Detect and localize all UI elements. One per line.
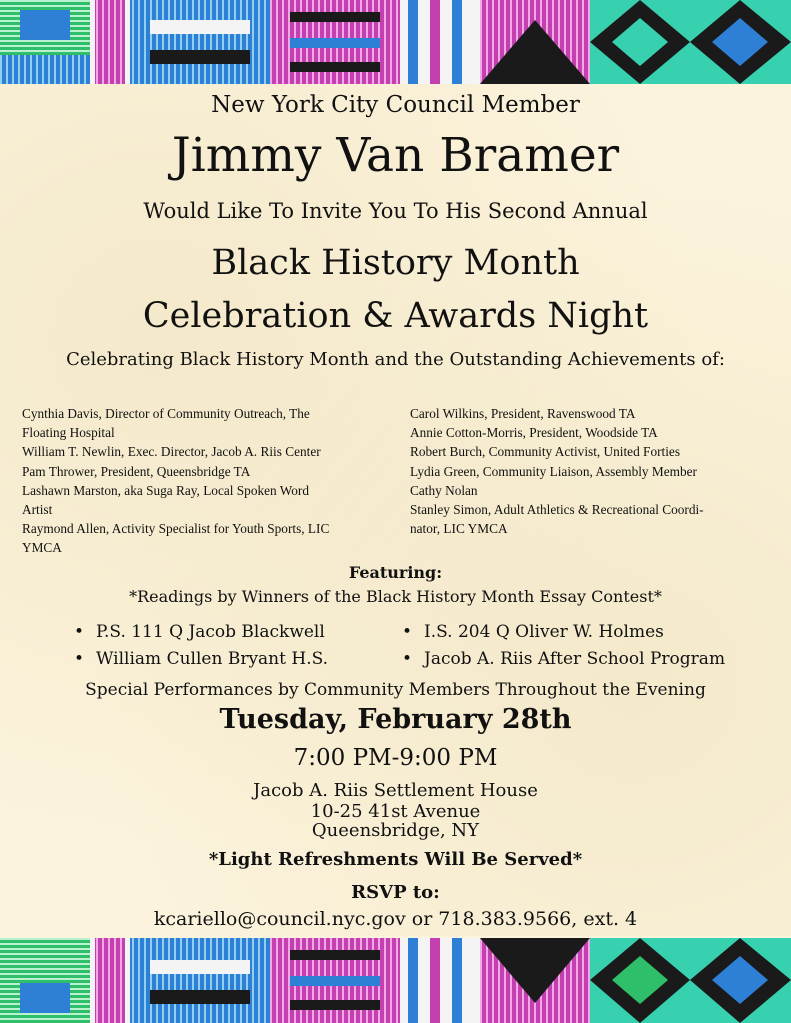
invite-text: Would Like To Invite You To His Second Annual xyxy=(143,199,648,223)
venue-address: 10-25 41st Avenue xyxy=(310,801,481,822)
honoree-line: Stanley Simon, Adult Athletics & Recreational Coordi- xyxy=(410,502,704,518)
honorees-right xyxy=(410,404,785,538)
rsvp-contact[interactable]: kcariello@council.nyc.gov or 718.383.9566, ext. 4 xyxy=(153,908,638,930)
honoree-line: Annie Cotton-Morris, President, Woodside TA xyxy=(410,425,658,441)
honoree-line: William T. Newlin, Exec. Director, Jacob A. Riis Center xyxy=(22,444,321,460)
event-date: Tuesday, February 28th xyxy=(219,704,572,735)
honoree-line: Raymond Allen, Activity Specialist for Youth Sports, LIC xyxy=(22,521,330,537)
honoree-line: Robert Burch, Community Activist, United Forties xyxy=(410,444,680,460)
honoree-line: Lashawn Marston, aka Suga Ray, Local Spoken Word xyxy=(22,482,309,498)
kente-border-bottom xyxy=(0,938,791,1023)
event-subtitle: Celebrating Black History Month and the Outstanding Achievements of: xyxy=(66,349,725,370)
honoree-line: YMCA xyxy=(22,540,62,556)
honoree-line: Carol Wilkins, President, Ravenswood TA xyxy=(410,406,636,421)
featuring-heading: Featuring: xyxy=(348,563,443,582)
honoree-line: Cynthia Davis, Director of Community Outreach, The xyxy=(22,406,310,421)
featuring-readings: *Readings by Winners of the Black History Month Essay Contest* xyxy=(129,587,662,606)
school-item: • Jacob A. Riis After School Program xyxy=(424,649,725,669)
honoree-line: Lydia Green, Community Liaison, Assembly Member xyxy=(410,463,697,479)
honoree-line: Pam Thrower, President, Queensbridge TA xyxy=(22,463,251,479)
school-item: • I.S. 204 Q Oliver W. Holmes xyxy=(424,622,664,642)
honorees-left xyxy=(22,404,407,558)
venue-city: Queensbridge, NY xyxy=(311,820,480,841)
honoree-line: Cathy Nolan xyxy=(410,482,478,498)
rsvp-heading: RSVP to: xyxy=(351,882,440,903)
refreshments-note: *Light Refreshments Will Be Served* xyxy=(208,849,583,870)
kente-pattern-top xyxy=(0,0,791,84)
event-title-line1: Black History Month xyxy=(211,243,580,283)
event-time: 7:00 PM-9:00 PM xyxy=(293,745,498,771)
kente-pattern-bottom xyxy=(0,938,791,1023)
honoree-line: Artist xyxy=(22,502,53,518)
kente-border-top xyxy=(0,0,791,84)
intro-text: New York City Council Member xyxy=(211,92,580,118)
honoree-line: Floating Hospital xyxy=(22,425,115,441)
event-title-line2: Celebration & Awards Night xyxy=(142,296,649,336)
venue-name: Jacob A. Riis Settlement House xyxy=(253,780,538,801)
school-item: • P.S. 111 Q Jacob Blackwell xyxy=(96,622,325,642)
school-item: • William Cullen Bryant H.S. xyxy=(96,649,328,669)
host-name: Jimmy Van Bramer xyxy=(171,128,620,183)
performances-text: Special Performances by Community Members Throughout the Evening xyxy=(85,680,706,700)
honoree-line: nator, LIC YMCA xyxy=(410,521,508,537)
